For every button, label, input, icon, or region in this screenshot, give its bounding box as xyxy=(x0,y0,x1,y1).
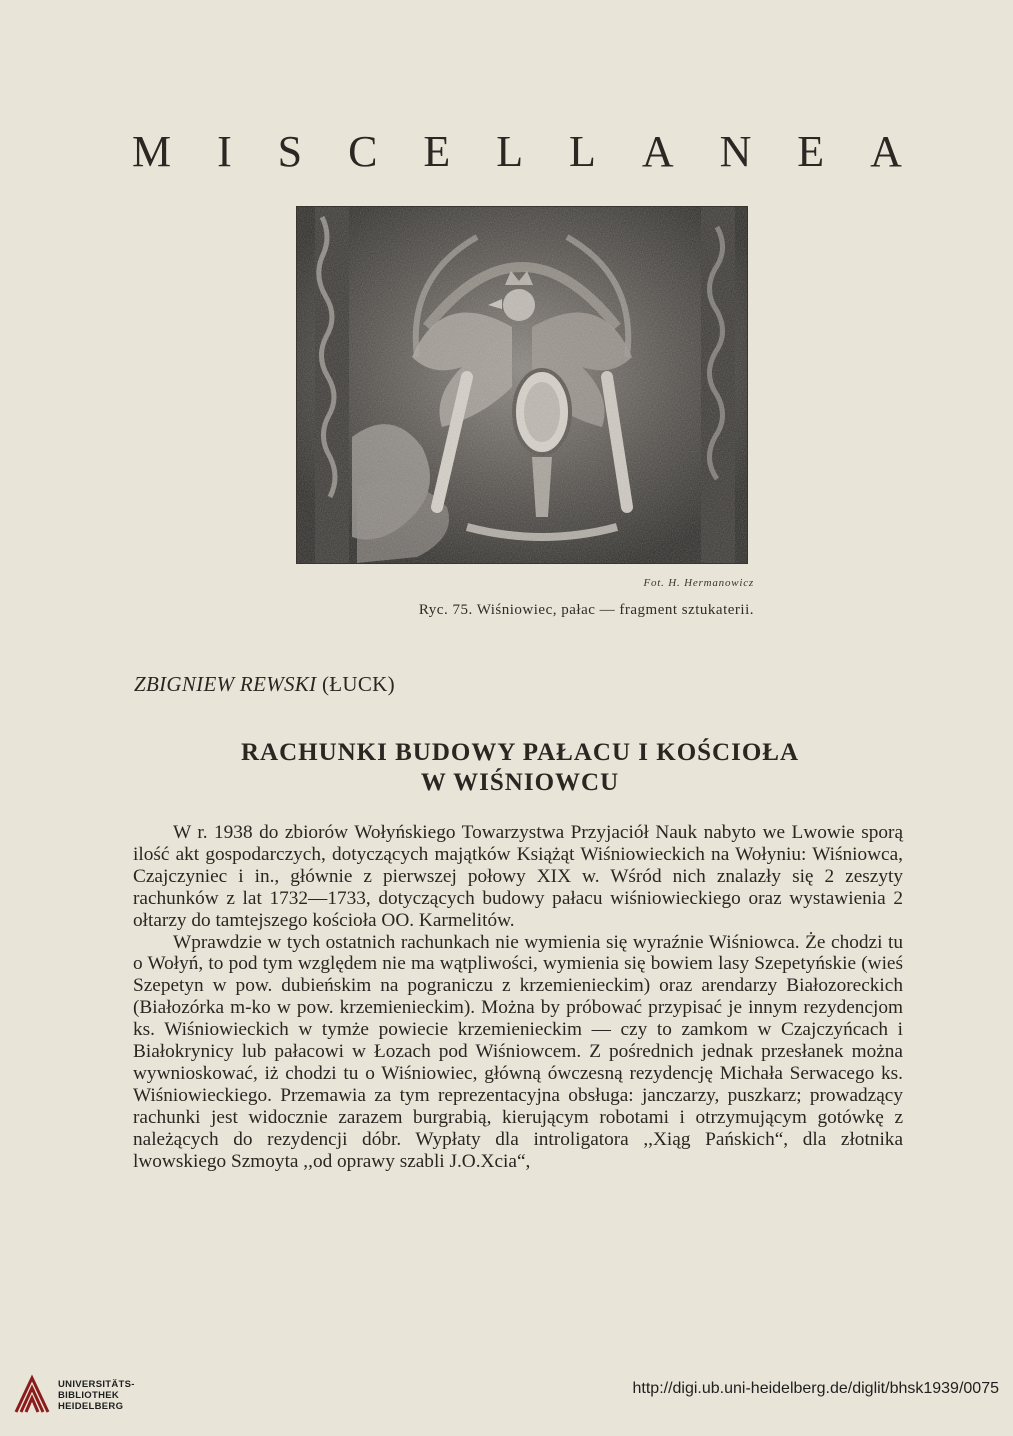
heading-letter: L xyxy=(496,127,524,176)
library-logo[interactable] xyxy=(12,1374,202,1416)
article-body xyxy=(133,822,903,1173)
heading-letter: A xyxy=(641,127,674,176)
photo-credit: Fot. H. Hermanowicz xyxy=(643,577,754,589)
library-name-line: UNIVERSITÄTS- xyxy=(58,1378,135,1390)
article-title-line-2: W WIŚNIOWCU xyxy=(420,769,620,796)
heading-letter: L xyxy=(569,127,596,176)
figure-caption: Ryc. 75. Wiśniowiec, pałac — fragment sztukaterii. xyxy=(418,602,754,618)
stucco-photograph xyxy=(296,206,748,564)
heading-letter: C xyxy=(348,127,378,176)
author-name: ZBIGNIEW REWSKI xyxy=(134,672,317,696)
heading-letter: S xyxy=(277,127,303,176)
source-url-link[interactable]: http://digi.ub.uni-heidelberg.de/diglit/bhsk1939/0075 xyxy=(632,1380,999,1397)
heading-letter: I xyxy=(217,127,232,176)
heading-letter: M xyxy=(132,127,172,176)
library-name-line: HEIDELBERG xyxy=(58,1400,124,1412)
heading-letter: E xyxy=(797,127,825,176)
heading-letter: A xyxy=(870,127,902,176)
heidelberg-library-icon xyxy=(12,1374,52,1416)
heading-letter: N xyxy=(719,127,752,176)
library-name xyxy=(58,1379,135,1412)
library-name-line: BIBLIOTHEK xyxy=(58,1389,120,1401)
paragraph: Wprawdzie w tych ostatnich rachunkach nie wymienia się wyraźnie Wiśniowca. Że chodzi tu o Wołyń, to pod tym względem nie ma wątpliwości, wymienia się bowiem lasy Szepetyńskie (wieś Szepetyn w pow. dubieńskim na pograniczu z krzemienieckim) oraz arendarzy Białozoreckich (Białozórka m-ko w pow. krzemienieckim). Można by próbować przypisać je innym rezydencjom ks. Wiśniowieckich w tymże powiecie krzemienieckim — czy to zamkom w Czajczyńcach i Białokrynicy lub pałacowi w Łozach pod Wiśniowcem. Z pośrednich jednak przesłanek można wywnioskować, iż chodzi tu o Wiśniowiec, główną ówczesną rezydencję Michała Serwacego ks. Wiśniowieckiego. Przemawia za tym reprezentacyjna obsługa: janczarzy, puszkarz; prowadzący rachunki jest widocznie zarazem burgrabią, kierującym robotami i otrzymującym gotówkę z należących do rezydencji dóbr. Wypłaty dla introligatora ,,Xiąg Pańskich“, dla złotnika lwowskiego Szmoyta ,,od oprawy szabli J.O.Xcia“, xyxy=(133,931,903,1172)
stucco-eagle-image xyxy=(297,207,747,563)
section-heading xyxy=(132,126,902,177)
author-line xyxy=(134,672,395,697)
paragraph: W r. 1938 do zbiorów Wołyńskiego Towarzystwa Przyjaciół Nauk nabyto we Lwowie sporą ilość akt gospodarczych, dotyczących majątków Książąt Wiśniowieckich na Wołyniu: Wiśniowca, Czajczyniec i in., głównie z pierwszej połowy XIX w. Wśród nich znalazły się 2 zeszyty rachunków z lat 1732—1733, dotyczących budowy pałacu wiśniowieckiego oraz wystawienia 2 ołtarzy do tamtejszego kościoła OO. Karmelitów. xyxy=(133,822,903,931)
article-title-line-1: RACHUNKI BUDOWY PAŁACU I KOŚCIOŁA xyxy=(240,739,800,766)
author-place: (ŁUCK) xyxy=(321,672,395,696)
heading-letter: E xyxy=(423,127,451,176)
